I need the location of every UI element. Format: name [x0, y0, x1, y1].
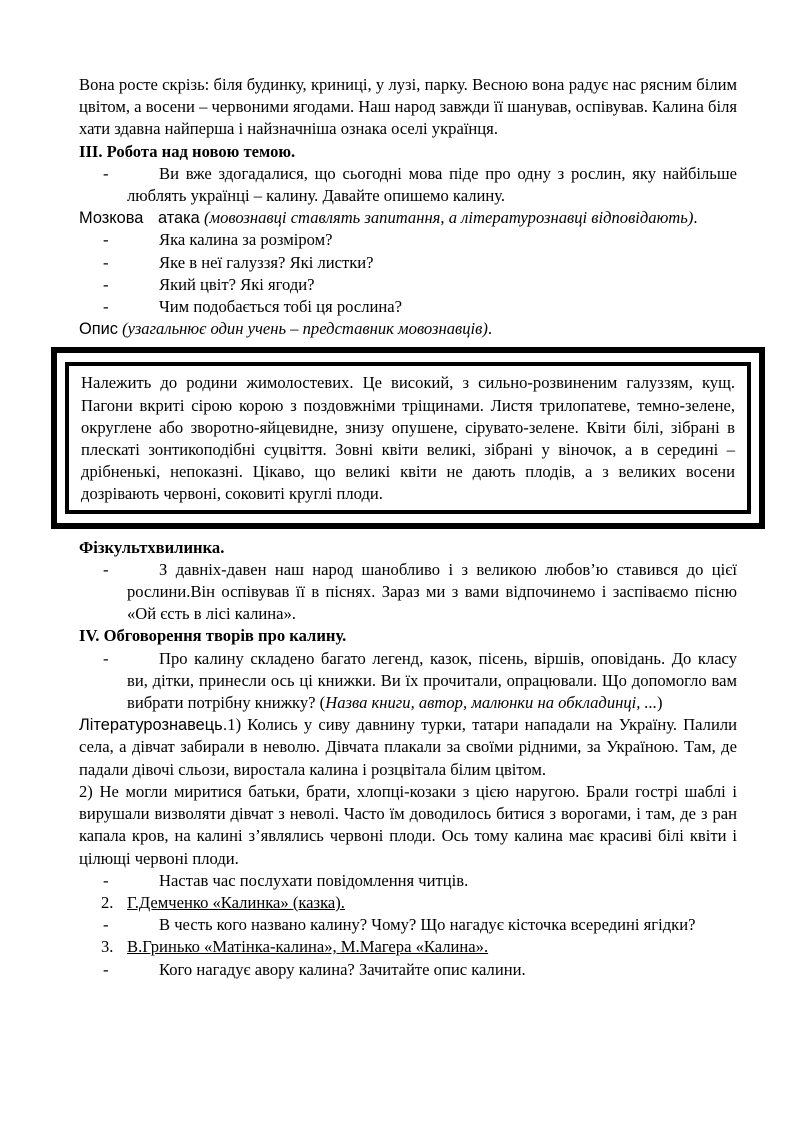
- description-box: Належить до родини жимолостевих. Це високий, з сильно-розвиненим галуззям, кущ. Пагони вкриті сірою корою з поздовжніми тріщинами. Листя трилопатеве, темно-зелене, округлене або зворотно-яйцевидне, знизу опушене, сірувато-зелене. Квіти білі, зібрані в плескаті зонтикоподібні суцвіття. Зовні квіти великі, зібрані у віночок, а в середині – дрібненькі, непоказні. Цікаво, що великі квіти не дають плодів, а з великих восени дозрівають червоні, соковиті круглі плоди.: [65, 362, 751, 513]
- item-number: 2.: [101, 892, 114, 912]
- description-frame: [51, 347, 765, 528]
- section-3-heading: ІІІ. Робота над новою темою.: [79, 141, 296, 161]
- numbered-item: [79, 936, 737, 958]
- list-item: [79, 870, 737, 892]
- intro-paragraph: Вона росте скрізь: біля будинку, криниці, у лузі, парку. Весною вона радує нас рясним білим цвітом, а восени – червоними ягодами. Наш народ завжди її шанував, оспівував. Калина біля хати здавна найперша і найзначніша ознака оселі українця.: [79, 75, 737, 139]
- description-line: [79, 318, 737, 340]
- list-item: [79, 163, 737, 207]
- list-item: [79, 914, 737, 936]
- section-4-end: ): [657, 693, 663, 713]
- description-note: (узагальнює один учень – представник мовознавців): [122, 319, 488, 339]
- list-item: [79, 559, 737, 626]
- question-text: Чим подобається тобі ця рослина?: [159, 297, 402, 317]
- literary-paragraph-1: [79, 714, 737, 781]
- work-title-2: Г.Демченко «Калинка» (казка).: [127, 892, 345, 912]
- reports-text-3: Кого нагадує авору калина? Зачитайте опис калини.: [159, 959, 526, 979]
- section-4-italic: Назва книги, автор, малюнки на обкладинці, ...: [325, 693, 658, 713]
- fizkult-text: З давніх-давен наш народ шанобливо і з великою любов’ю ставився до цієї рослини.Він оспівував її в піснях. Зараз ми з вами відпочинемо і заспіваємо пісню «Ой єсть в лісі калина».: [127, 559, 737, 624]
- dash-marker: -: [103, 297, 109, 317]
- question-text: Який цвіт? Які ягоди?: [159, 274, 315, 294]
- question-text: Яке в неї галуззя? Які листки?: [159, 252, 374, 272]
- list-item: [79, 959, 737, 981]
- work-title-3: В.Гринько «Матінка-калина», М.Магера «Калина».: [127, 937, 489, 957]
- description-label: Опис: [79, 320, 118, 339]
- dash-marker: -: [103, 252, 109, 272]
- question-item: [79, 296, 737, 318]
- dash-marker: -: [103, 648, 109, 668]
- literary-paragraph-2: 2) Не могли миритися батьки, брати, хлопці-козаки з цією наругою. Брали гострі шаблі і вирушали визволяти дівчат з неволі. Часто їм доводилось битися з ворогами, і там, де з ран капала кров, на калині з’являлись червоні плоди. Ось тому калина має красиві білі квіти і цілющі червоні плоди.: [79, 781, 737, 868]
- brainstorm-tail: .: [693, 208, 698, 228]
- section-4-heading: IV. Обговорення творів про калину.: [79, 626, 347, 646]
- document-page: [79, 74, 737, 981]
- dash-marker: -: [103, 870, 109, 890]
- section-3-text: Ви вже здогадалися, що сьогодні мова піде про одну з рослин, яку найбільше люблять українці – калину. Давайте опишемо калину.: [127, 163, 737, 206]
- dash-marker: -: [103, 959, 109, 979]
- dash-marker: -: [103, 230, 109, 250]
- dash-marker: -: [103, 915, 109, 935]
- fizkult-heading: Фізкультхвилинка.: [79, 537, 225, 557]
- literary-text-1: 1) Колись у сиву давнину турки, татари нападали на Україну. Палили села, а дівчат забирали в неволю. Дівчата плакали за своїми рідними, за Україною. Там, де падали дівочі сльози, виростала калина і розцвітала білим цвітом.: [79, 715, 737, 779]
- question-item: [79, 229, 737, 251]
- reports-text-2: В честь кого названо калину? Чому? Що нагадує кісточка всередині ягідки?: [159, 915, 696, 935]
- dash-marker: -: [103, 163, 109, 183]
- question-text: Яка калина за розміром?: [159, 230, 333, 250]
- dash-marker: -: [103, 559, 109, 579]
- section-4-text: Про калину складено багато легенд, казок, пісень, віршів, оповідань. До класу ви, дітки, принесли ось ці книжки. Ви їх прочитали, опрацювали. Що допомогло вам вибрати потрібну книжку? (: [127, 648, 737, 713]
- brainstorm-note: (мовознавці ставлять запитання, а літературознавці відповідають): [203, 208, 694, 228]
- brainstorm-label: Мозкова атака: [79, 209, 200, 228]
- list-item: [79, 648, 737, 715]
- item-number: 3.: [101, 937, 114, 957]
- brainstorm-line: [79, 207, 737, 229]
- question-item: [79, 274, 737, 296]
- literary-label: Літературознавець.: [79, 716, 228, 735]
- question-item: [79, 252, 737, 274]
- reports-text-1: Настав час послухати повідомлення читців.: [159, 870, 469, 890]
- description-tail: .: [487, 319, 493, 339]
- dash-marker: -: [103, 274, 109, 294]
- numbered-item: [79, 892, 737, 914]
